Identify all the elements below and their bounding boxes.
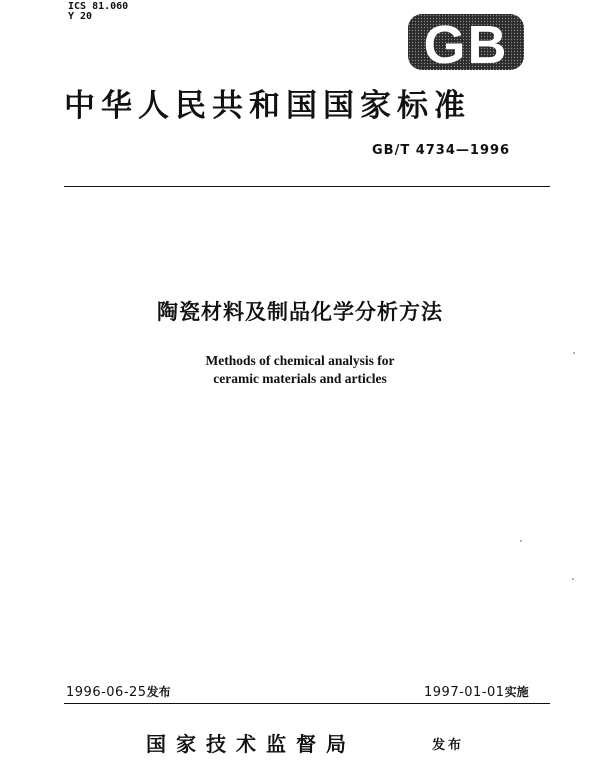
issuing-authority: 国家技术监督局 (146, 732, 356, 756)
ics-code: ICS 81.060 (68, 1, 129, 12)
top-divider (64, 186, 550, 187)
english-title-line-1: Methods of chemical analysis for (205, 353, 395, 368)
classification-codes (68, 2, 128, 22)
implementation-date (424, 683, 529, 700)
standard-title: 中华人民共和国国家标准 (64, 88, 471, 124)
ccs-code: Y 20 (68, 11, 93, 22)
bottom-divider (64, 703, 550, 704)
standard-number: GB/T 4734—1996 (372, 143, 511, 158)
document-title-chinese: 陶瓷材料及制品化学分析方法 (157, 300, 443, 324)
implementation-date-value: 1997-01-01 (424, 685, 505, 700)
logo-text: GB (423, 15, 509, 70)
issue-label: 发布 (432, 738, 465, 753)
scan-speck (573, 352, 575, 354)
issue-date-suffix: 发布 (146, 685, 171, 699)
document-title-english (0, 352, 600, 388)
implementation-date-suffix: 实施 (504, 685, 529, 699)
issue-date (66, 683, 171, 700)
scan-speck (572, 578, 574, 580)
english-title-line-2: ceramic materials and articles (213, 371, 387, 386)
gb-logo (408, 14, 524, 70)
scan-speck (520, 540, 522, 542)
issue-date-value: 1996-06-25 (66, 685, 147, 700)
